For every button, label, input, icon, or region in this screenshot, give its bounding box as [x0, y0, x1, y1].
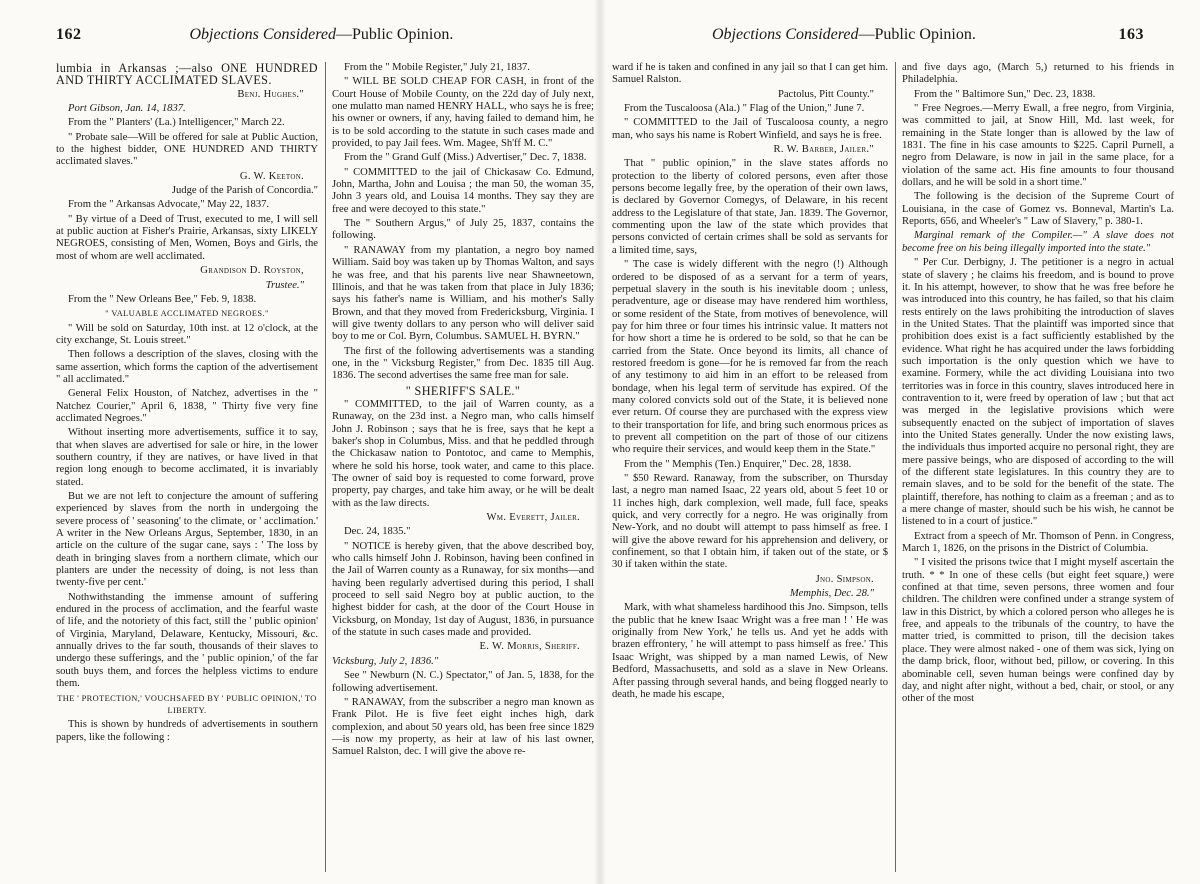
text-paragraph: " Free Negroes.—Merry Ewall, a free negro, from Virginia, was committed to jail, at Snow Hill, Md. last week, for remaining in the State longer than is allowed by the law of 1831. The fine in his case amounts to $225. Capril Purnell, a negro from Delaware, is now in jail in the same place, for a violation of the same act. His fine amounts to four thousand dollars, and he will be sold in a short time."	[902, 103, 1174, 189]
text-paragraph: " COMMITTED to the jail of Chickasaw Co. Edmund, John, Martha, John and Louisa ; the man 50, the woman 35, John 3 years old, and Louisa 14 months. They say they are free and were decoyed to this state."	[332, 166, 594, 215]
text-paragraph: " WILL BE SOLD CHEAP FOR CASH, in front of the Court House of Mobile County, on the 22d day of July next, one mulatto man named HENRY HALL, who says he is free; his owner or owners, if any, having failed to demand him, he is to be sold according to the statute in such cases made and provided, to pay Jail fees. Wm. Magee, Sh'ff M. C."	[332, 76, 594, 150]
text-paragraph: Nothwithstanding the immense amount of suffering endured in the process of acclimation, and the fearful waste of life, and the notoriety of this fact, still the ' public opinion' of Virginia, Maryland, Delaware, Kentucky, Missouri, &c. annually drives to the far south, thousands of their slaves to undergo these sufferings, and the ' public opinion,' of the far south buys them, and forces the helpless victims to endure them.	[56, 591, 318, 690]
text-paragraph: " Per Cur. Derbigny, J. The petitioner is a negro in actual state of slavery ; he claims his freedom, and is bound to prove it. In his attempt, however, to show that he was free before he was introduced into this country, he has failed, so that his claim rests entirely on the laws prohibiting the introduction of slaves in the United States. That the plaintiff was imported since that prohibition does exist is a fact sufficiently established by the evidence. What right he has acquired under the laws forbidding such importation is the only question which we have to examine. Formery, while the act dividing Louisiana into two territories was in force in this country, slaves introduced here in contravention to it, were freed by operation of law ; but that act was merged in the legislative provisions which were subsequently enacted on the subject of importation of slaves into the United States generally. Under the now existing laws, the individuals thus imported acquire no personal right, they are mere passive beings, who are disposed of according to the will of the different state legislatures. In this country they are to remain slaves, and to be sold for the benefit of the state. The plaintiff, therefore, has nothing to claim as a freeman ; and as to a mere change of master, should such be his wish, he cannot be listened to in a court of justice."	[902, 257, 1174, 528]
left-column-rule	[325, 62, 326, 872]
right-column-rule	[895, 62, 896, 872]
text-paragraph: Wm. Everett, Jailer.	[486, 512, 580, 524]
right-column-2	[902, 62, 1174, 878]
text-paragraph: From the " Memphis (Ten.) Enquirer," Dec. 28, 1838.	[624, 458, 852, 470]
left-column-1	[56, 62, 318, 878]
text-paragraph: Marginal remark of the Compiler.—" A slave does not become free on his being illegally imported into the state."	[902, 230, 1174, 254]
text-paragraph: Mark, with what shameless hardihood this Jno. Simpson, tells the public that he knew Isaac Wright was a free man ! ' He was originally from New York,' he tells us. And yet he adds with brazen effrontery, ' he will attempt to pass himself as free.' This Isaac Wright, was shipped by a man named Lewis, of New Bedford, Massachusetts, and sold as a slave in New Orleans. After passing through several hands, and being flogged nearly to death, he made his escape,	[612, 602, 888, 700]
right-page-header	[712, 26, 1144, 44]
text-paragraph: The " Southern Argus," of July 25, 1837, contains the following.	[332, 218, 594, 242]
right-column-1	[612, 62, 888, 878]
text-paragraph: " SHERIFF'S SALE."	[405, 383, 521, 398]
text-paragraph: " COMMITTED, to the jail of Warren county, as a Runaway, on the 23d inst. a Negro man, who calls himself John J. Robinson ; says that he is free, says that he kept a baker's shop in Columbus, Miss. and that he peddled through the Chickasaw nation to Pontotoc, and came to Memphis, where he sold his horse, took water, and came to this place. The owner of said boy is requested to come forward, prove property, pay charges, and take him away, or he will be dealt with as the law directs.	[332, 398, 594, 509]
left-page-header	[56, 26, 453, 44]
text-paragraph: From the " Mobile Register," July 21, 1837.	[344, 62, 530, 73]
text-paragraph: and five days ago, (March 5,) returned to his friends in Philadelphia.	[902, 62, 1174, 86]
text-paragraph: " COMMITTED to the Jail of Tuscaloosa county, a negro man, who says his name is Robert Winfield, and says he is free.	[612, 117, 888, 141]
text-paragraph: lumbia in Arkansas ;—also ONE HUNDRED AND THIRTY ACCLIMATED SLAVES.	[56, 62, 318, 88]
left-page-number: 162	[56, 26, 82, 43]
text-paragraph: That " public opinion," in the slave states affords no protection to the liberty of colored persons, even after those persons become legally free, by the operation of their own laws, is declared by Governor Comegys, of Delaware, in his recent address to the Legislature of that state, Jan. 1839. The Governor, commenting upon the law of the state which provides that persons convicted of certain crimes shall be sold as servants for a limited time, says,	[612, 158, 888, 256]
text-paragraph: " Will be sold on Saturday, 10th inst. at 12 o'clock, at the city exchange, St. Louis street."	[56, 322, 318, 346]
text-paragraph: Grandison D. Royston,	[200, 265, 304, 277]
text-paragraph: From the Tuscaloosa (Ala.) " Flag of the Union," June 7.	[624, 103, 865, 115]
text-paragraph: Then follows a description of the slaves, closing with the same assertion, which forms the caption of the advertisement " all acclimated."	[56, 349, 318, 385]
right-page	[600, 0, 1200, 884]
text-paragraph: G. W. Keeton.	[239, 170, 304, 182]
text-paragraph: From the " New Orleans Bee," Feb. 9, 1838.	[68, 293, 257, 305]
text-paragraph: Vicksburg, July 2, 1836."	[332, 655, 439, 667]
left-running-title: Objections Considered	[189, 26, 336, 43]
text-paragraph: Dec. 24, 1835."	[344, 526, 411, 538]
right-running-title: Objections Considered	[712, 26, 859, 43]
text-paragraph: THE ' PROTECTION,' VOUCHSAFED BY ' PUBLIC OPINION,' TO LIBERTY.	[57, 693, 317, 715]
left-running-subtitle: —Public Opinion.	[336, 26, 454, 43]
text-paragraph: General Felix Houston, of Natchez, advertises in the " Natchez Courier," April 6, 1838, " Thirty five very fine acclimated Negroes."	[56, 388, 318, 424]
text-paragraph: " RANAWAY, from the subscriber a negro man known as Frank Pilot. He is five feet eight inches high, dark complexion, and about 50 years old, has been free since 1829—is now my property, as heir at law of his last owner, Samuel Ralston, dec. I will give the above re-	[332, 696, 594, 758]
text-paragraph: But we are not left to conjecture the amount of suffering experienced by slaves from the north in undergoing the severe process of ' seasoning' to the climate, or ' acclimation.' A writer in the New Orleans Argus, September, 1830, in an article on the culture of the sugar cane, says : ' The loss by death in bringing slaves from a northern climate, which our planters are under the necessity of doing, is not less than twenty-five per cent.'	[56, 491, 318, 589]
text-paragraph: Trustee."	[265, 279, 304, 291]
text-paragraph: R. W. Barber, Jailer."	[773, 144, 874, 156]
text-paragraph: Extract from a speech of Mr. Thomson of Penn. in Congress, March 1, 1826, on the prisons in the District of Columbia.	[902, 530, 1174, 555]
text-paragraph: Without inserting more advertisements, suffice it to say, that when slaves are advertised for sale or hire, in the lower southern country, if they are natives, or have lived in that region long enough to become acclimated, it is invariably stated.	[56, 427, 318, 488]
text-paragraph: E. W. Morris, Sheriff.	[479, 641, 580, 653]
text-paragraph: " The case is widely different with the negro (!) Although ordered to be disposed of as a servant for a term of years, perpetual slavery in the south is his inevitable doom ; unless, peradventure, age or disease may have rendered him worthless, or some resident of the State, from motives of benevolence, will pay for him three or four times his intrinsic value. It matters not for how short a time he is ordered to be sold, so that he can be carried from the State. Once beyond its limits, all chance of restored freedom is gone—for he is removed far from the reach of any testimony to aid him in an effort to be released from bondage, when his legal term of servitude has expired. Of the many colored convicts sold out of the State, it is believed none ever return. Of course they are purchased with the express view to their transportation for life, and bring such enormous prices as to prevent all competition on the part of those of our citizens who require their services, and would keep them in the State."	[612, 259, 888, 456]
text-paragraph: The first of the following advertisements was a standing one, in the " Vicksburg Register," from Dec. 1835 till Aug. 1836. The second advertises the same free man for sale.	[332, 345, 594, 382]
text-paragraph: " $50 Reward. Ranaway, from the subscriber, on Thursday last, a negro man named Isaac, 22 years old, about 5 feet 10 or 11 inches high, dark complexion, well made, full face, speaks quick, and very correctly for a negro. He was originally from New-York, and no doubt will attempt to pass himself as free. I will give the above reward for his apprehension and delivery, or confinement, so that I obtain him, if taken out of the state, or $ 30 if taken within the state.	[612, 473, 888, 571]
text-paragraph: From the " Baltimore Sun," Dec. 23, 1838.	[914, 88, 1096, 100]
text-paragraph: This is shown by hundreds of advertisements in southern papers, like the following :	[56, 719, 318, 743]
text-paragraph: See " Newburn (N. C.) Spectator," of Jan. 5, 1838, for the following advertisement.	[332, 670, 594, 694]
text-paragraph: " VALUABLE ACCLIMATED NEGROES."	[105, 309, 269, 319]
text-paragraph: ward if he is taken and confined in any jail so that I can get him. Samuel Ralston.	[612, 62, 888, 86]
text-paragraph: " I visited the prisons twice that I might myself ascertain the truth. * * In one of these cells (but eight feet square,) were confined at that time, seven persons, three women and four children. The children were confined under a strange system of law in this District, by which a colored person who alleges he is free, and appeals to the tribunals of the country, to have the matter tried, is committed to prison, till the decision takes place. They were almost naked - one of them was sick, lying on the damp brick, floor, without bed, pillow, or covering. In this abominable cell, seven human beings were confined day by day, and night after night, without a bed, chair, or stool, or any other of the most	[902, 557, 1174, 705]
text-paragraph: From the " Arkansas Advocate," May 22, 1837.	[68, 199, 270, 211]
text-paragraph: Port Gibson, Jan. 14, 1837.	[68, 103, 186, 115]
text-paragraph: Memphis, Dec. 28."	[789, 588, 874, 600]
text-paragraph: Benj. Hughes."	[237, 88, 304, 100]
text-paragraph: " Probate sale—Will be offered for sale at Public Auction, to the highest bidder, ONE HUNDRED AND THIRTY acclimated slaves."	[56, 131, 318, 168]
text-paragraph: " By virtue of a Deed of Trust, executed to me, I will sell at public auction at Fisher's Prairie, Arkansas, sixty LIKELY NEGROES, consisting of Men, Women, Boys and Girls, the most of whom are well acclimated.	[56, 213, 318, 262]
text-paragraph: From the " Planters' (La.) Intelligencer," March 22.	[68, 117, 285, 129]
left-column-2	[332, 62, 594, 878]
text-paragraph: Pactolus, Pitt County."	[777, 88, 874, 100]
text-paragraph: The following is the decision of the Supreme Court of Louisiana, in the case of Gomez vs. Bonneval, Martin's La. Reports, 656, and Wheeler's " Law of Slavery," p. 380-1.	[902, 191, 1174, 228]
text-paragraph: Judge of the Parish of Concordia."	[171, 185, 318, 197]
text-paragraph: From the " Grand Gulf (Miss.) Advertiser," Dec. 7, 1838.	[344, 152, 587, 164]
text-paragraph: " NOTICE is hereby given, that the above described boy, who calls himself John J. Robinson, having been confined in the Jail of Warren county as a Runaway, for six months—and having been regularly advertised during this period, I shall proceed to sell said Negro boy at public auction, to the highest bidder for cash, at the door of the Court House in Vicksburg, on Monday, 1st day of August, 1836, in pursuance of the statute in such cases made and provided.	[332, 540, 594, 639]
right-page-number: 163	[1118, 26, 1144, 43]
text-paragraph: " RANAWAY from my plantation, a negro boy named William. Said boy was taken up by Thomas Walton, and says he was free, and that his parents live near Shawneetown, Illinois, and that he was taken from that place in July 1836; says his father's name is William, and his mother's Sally Brown, and that they moved from Fredericksburg, Virginia. I will give twenty dollars to any person who will deliver said boy to me or Col. Byrn, Columbus. SAMUEL H. BYRN."	[332, 244, 594, 343]
text-paragraph: Jno. Simpson.	[815, 573, 874, 585]
right-running-subtitle: —Public Opinion.	[858, 26, 976, 43]
